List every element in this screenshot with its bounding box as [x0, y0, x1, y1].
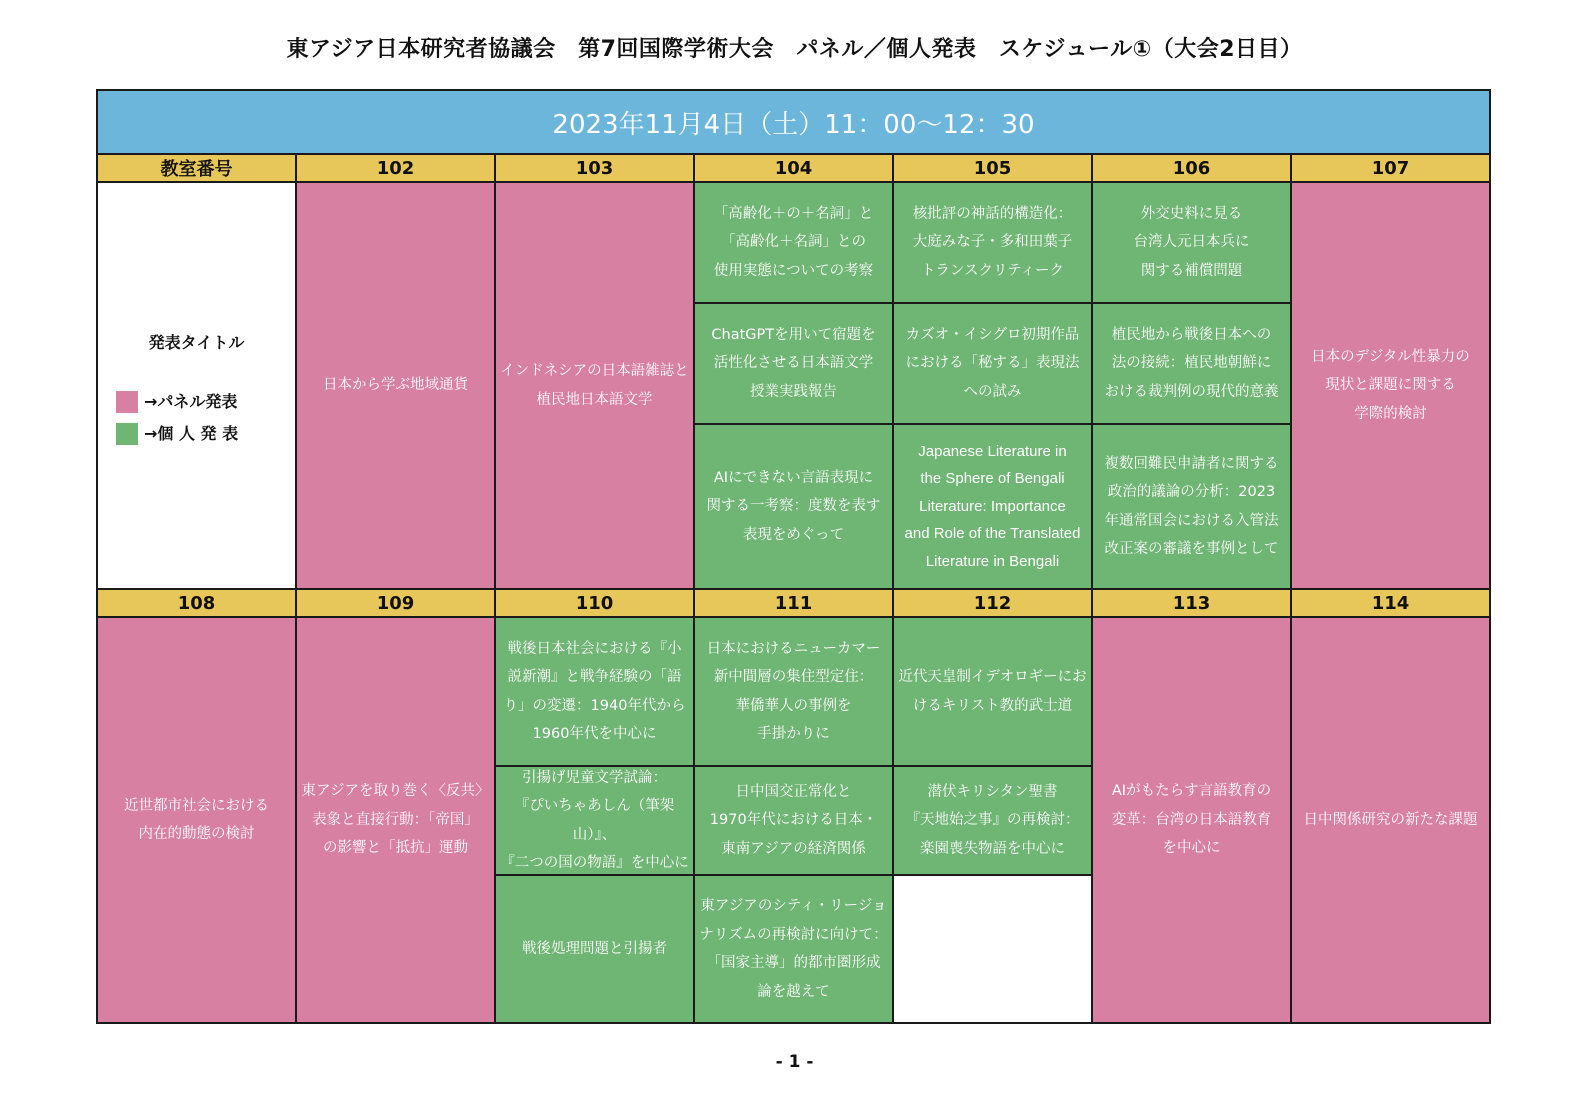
individual-swatch: [116, 423, 138, 445]
session-room-107: 日本のデジタル性暴力の 現状と課題に関する 学際的検討: [1292, 183, 1489, 590]
schedule-table: [96, 89, 1491, 1024]
legend-panel: [116, 388, 237, 417]
session-room-110-2: 引揚げ児童文学試論： 『ぴいちゃあしん（筆架山）』、 『二つの国の物語』を中心に: [496, 767, 695, 876]
header-room-113: 113: [1093, 590, 1292, 618]
legend-title: 発表タイトル: [148, 333, 245, 352]
header-room-106: 106: [1093, 155, 1292, 183]
header-room-111: 111: [695, 590, 894, 618]
session-room-106-3: 複数回難民申請者に関する 政治的議論の分析：2023 年通常国会における入管法 改正案の審議を事例として: [1093, 425, 1292, 590]
legend-panel-label: →パネル発表: [144, 392, 238, 411]
header-room-114: 114: [1292, 590, 1489, 618]
page-number: - 1 -: [775, 1052, 814, 1072]
legend-cell: [98, 183, 297, 590]
header-room-label: 教室番号: [98, 155, 297, 183]
header-room-110: 110: [496, 590, 695, 618]
legend-individual-label: →個 人 発 表: [144, 424, 239, 443]
session-room-110-3: 戦後処理問題と引揚者: [496, 876, 695, 1022]
legend-individual: [116, 420, 238, 449]
session-room-110-1: 戦後日本社会における『小 説新潮』と戦争経験の「語 り」の変遷：1940年代から 1960年代を中心に: [496, 618, 695, 767]
session-room-102: 日本から学ぶ地域通貨: [297, 183, 496, 590]
session-room-105-3: Japanese Literature in the Sphere of Bengali Literature: Importance and Role of the Translated Literature in Bengali: [894, 425, 1093, 590]
empty-slot-room-112: [894, 876, 1093, 1022]
session-room-108: 近世都市社会における 内在的動態の検討: [98, 618, 297, 1022]
header-room-109: 109: [297, 590, 496, 618]
session-room-113: AIがもたらす言語教育の 変革：台湾の日本語教育 を中心に: [1093, 618, 1292, 1022]
header-room-112: 112: [894, 590, 1093, 618]
session-room-106-1: 外交史料に見る 台湾人元日本兵に 関する補償問題: [1093, 183, 1292, 304]
panel-swatch: [116, 391, 138, 413]
session-room-103: インドネシアの日本語雑誌と 植民地日本語文学: [496, 183, 695, 590]
session-room-114: 日中関係研究の新たな課題: [1292, 618, 1489, 1022]
session-room-105-1: 核批評の神話的構造化： 大庭みな子・多和田葉子 トランスクリティーク: [894, 183, 1093, 304]
session-room-104-3: AIにできない言語表現に 関する一考察：度数を表す 表現をめぐって: [695, 425, 894, 590]
header-room-107: 107: [1292, 155, 1489, 183]
session-room-104-2: ChatGPTを用いて宿題を 活性化させる日本語文学 授業実践報告: [695, 304, 894, 425]
session-room-112-1: 近代天皇制イデオロギーにお けるキリスト教的武士道: [894, 618, 1093, 767]
session-room-109: 東アジアを取り巻く〈反共〉 表象と直接行動：「帝国」 の影響と「抵抗」運動: [297, 618, 496, 1022]
session-room-105-2: カズオ・イシグロ初期作品 における「秘する」表現法 への試み: [894, 304, 1093, 425]
session-room-112-2: 潜伏キリシタン聖書 『天地始之事』の再検討： 楽園喪失物語を中心に: [894, 767, 1093, 876]
session-datetime-banner: 2023年11月4日（土）11：00〜12：30: [98, 91, 1489, 155]
session-room-111-2: 日中国交正常化と 1970年代における日本・ 東南アジアの経済関係: [695, 767, 894, 876]
header-room-104: 104: [695, 155, 894, 183]
header-room-102: 102: [297, 155, 496, 183]
header-room-108: 108: [98, 590, 297, 618]
header-room-105: 105: [894, 155, 1093, 183]
session-room-106-2: 植民地から戦後日本への 法の接続：植民地朝鮮に おける裁判例の現代的意義: [1093, 304, 1292, 425]
session-room-111-3: 東アジアのシティ・リージョ ナリズムの再検討に向けて： 「国家主導」的都市圏形成 論を越えて: [695, 876, 894, 1022]
session-room-104-1: 「高齢化＋の＋名詞」と 「高齢化＋名詞」との 使用実態についての考察: [695, 183, 894, 304]
document-title: 東アジア日本研究者協議会 第7回国際学術大会 パネル／個人発表 スケジュール①（大会2日目）: [286, 37, 1303, 62]
header-room-103: 103: [496, 155, 695, 183]
session-room-111-1: 日本におけるニューカマー 新中間層の集住型定住： 華僑華人の事例を 手掛かりに: [695, 618, 894, 767]
